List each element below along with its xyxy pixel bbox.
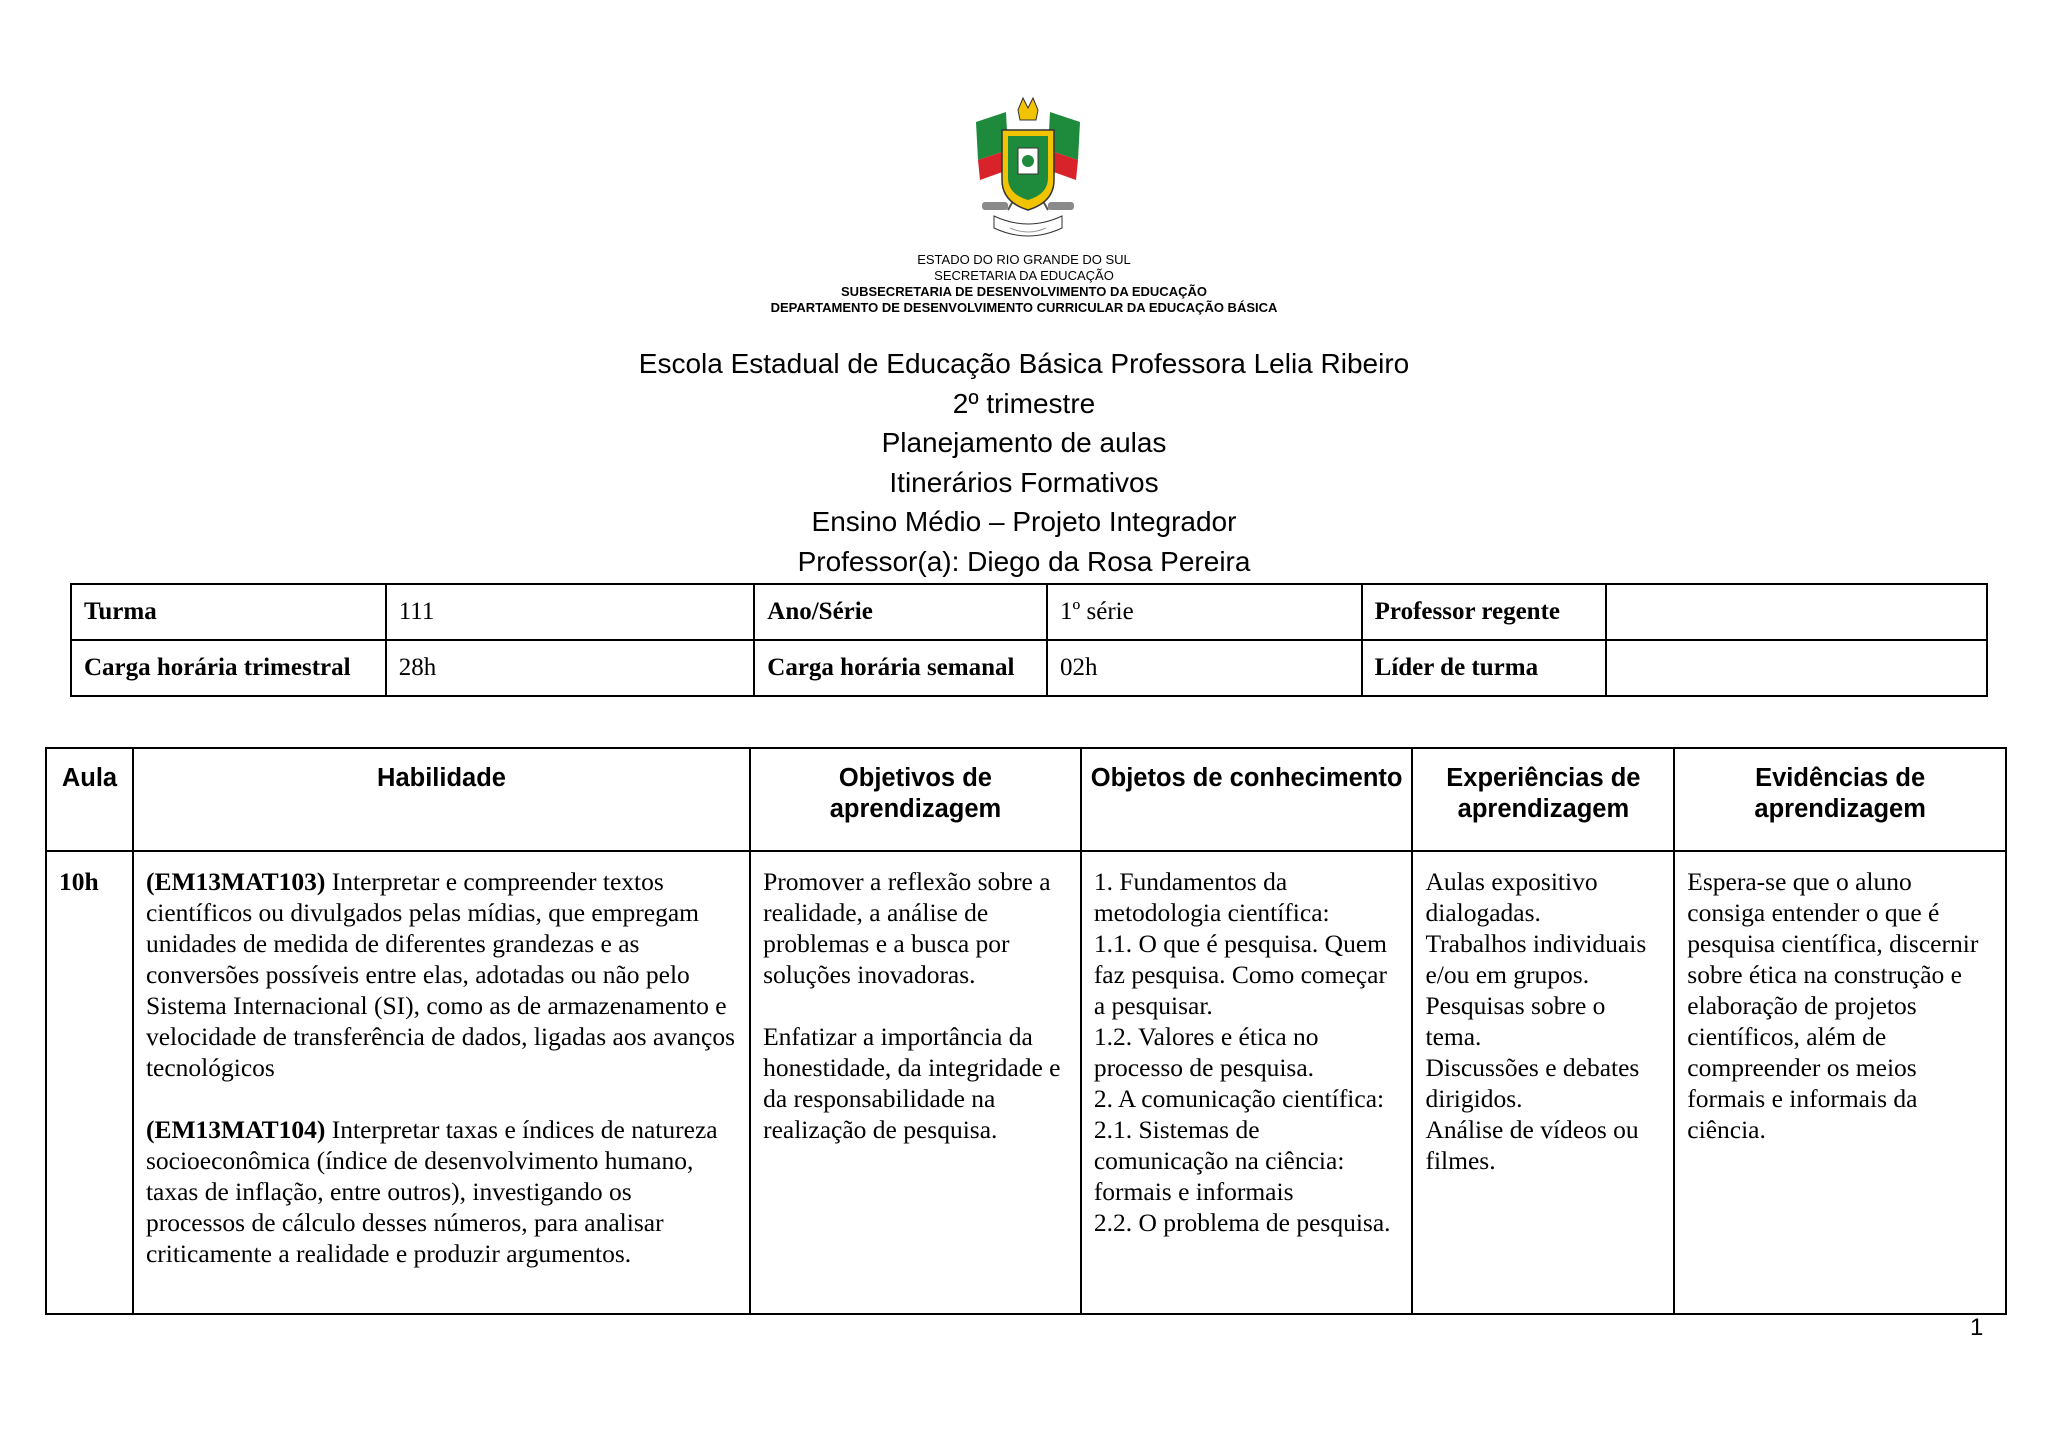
lider-turma-value (1606, 640, 1987, 696)
objective-paragraph: Promover a reflexão sobre a realidade, a análise de problemas e a busca por soluções inovadoras. (763, 867, 1051, 989)
agency-line-secretariat: SECRETARIA DA EDUCAÇÃO (934, 268, 1114, 283)
school-name: Escola Estadual de Educação Básica Professora Lelia Ribeiro (638, 348, 1410, 379)
agency-line-subsecretariat: SUBSECRETARIA DE DESENVOLVIMENTO DA EDUCAÇÃO (841, 284, 1207, 299)
skill-paragraph (146, 1114, 737, 1269)
habilidade-cell (133, 851, 750, 1314)
course: Ensino Médio – Projeto Integrador (811, 506, 1237, 537)
itinerary: Itinerários Formativos (889, 466, 1159, 498)
carga-trimestral-label: Carga horária trimestral (71, 640, 386, 696)
header-evidencias: Evidências de aprendizagem (1674, 748, 2006, 851)
agency-line-state: ESTADO DO RIO GRANDE DO SUL (917, 252, 1131, 267)
experiencias-cell (1412, 851, 1674, 1314)
agency-header (0, 252, 2048, 316)
table-header-row (46, 748, 2006, 851)
header-habilidade: Habilidade (133, 748, 750, 851)
experience-item: Pesquisas sobre o tema. (1425, 991, 1606, 1051)
page-number: 1 (1970, 1314, 1984, 1341)
skill-code: (EM13MAT103) (145, 867, 326, 896)
lesson-plan-table (45, 747, 2007, 1315)
table-row (71, 584, 1987, 640)
experience-item: Trabalhos individuais e/ou em grupos. (1425, 929, 1647, 989)
experience-item: Análise de vídeos ou filmes. (1425, 1115, 1639, 1175)
experience-item: Aulas expositivo dialogadas. (1425, 867, 1598, 927)
class-info-table (70, 583, 1988, 697)
content-item: 2.2. O problema de pesquisa. (1093, 1208, 1391, 1237)
content-item: 2. A comunicação científica: (1093, 1084, 1385, 1113)
teacher: Professor(a): Diego da Rosa Pereira (797, 545, 1251, 577)
experience-item: Discussões e debates dirigidos. (1425, 1053, 1640, 1113)
professor-regente-label: Professor regente (1362, 584, 1607, 640)
table-row (46, 851, 2006, 1314)
content-item: 1.1. O que é pesquisa. Quem faz pesquisa. Como começar a pesquisar. (1093, 929, 1388, 1020)
skill-text: Interpretar e compreender textos científicos ou divulgados pelas mídias, que empregam unidades de medida de diferentes grandezas e as conversões possíveis entre elas, adotadas ou não pelo Sistema Internacional (SI), como as de armazenamento e velocidade de transferência de dados, ligadas aos avanços tecnológicos (145, 867, 736, 1082)
skill-paragraph (146, 866, 737, 1083)
professor-regente-value (1606, 584, 1987, 640)
state-coat-of-arms-image (968, 90, 1088, 250)
carga-semanal-value: 02h (1047, 640, 1362, 696)
agency-line-department: DEPARTAMENTO DE DESENVOLVIMENTO CURRICULAR DA EDUCAÇÃO BÁSICA (770, 300, 1278, 315)
skill-text: Interpretar taxas e índices de natureza socioeconômica (índice de desenvolvimento humano, taxas de inflação, entre outros), investigando os processos de cálculo desses números, para analisar criticamente a realidade e produzir argumentos. (145, 1115, 718, 1268)
content-item: 1. Fundamentos da metodologia científica: (1093, 867, 1330, 927)
ano-serie-value: 1º série (1047, 584, 1362, 640)
carga-semanal-label: Carga horária semanal (754, 640, 1047, 696)
content-item: 2.1. Sistemas de comunicação na ciência: formais e informais (1093, 1115, 1345, 1206)
ano-serie-label: Ano/Série (754, 584, 1047, 640)
objective-paragraph: Enfatizar a importância da honestidade, da integridade e da responsabilidade na realização de pesquisa. (763, 1022, 1061, 1144)
lider-turma-label: Líder de turma (1362, 640, 1607, 696)
objetivos-cell (750, 851, 1081, 1314)
header-aula: Aula (46, 748, 133, 851)
header-objetos: Objetos de conhecimento (1081, 748, 1413, 851)
turma-label: Turma (71, 584, 386, 640)
header-experiencias: Experiências de aprendizagem (1412, 748, 1674, 851)
document-titles (0, 344, 2048, 581)
objetos-cell (1081, 851, 1413, 1314)
table-row (71, 640, 1987, 696)
skill-code: (EM13MAT104) (145, 1115, 326, 1144)
carga-trimestral-value: 28h (386, 640, 755, 696)
evidencias-cell: Espera-se que o aluno consiga entender o que é pesquisa científica, discernir sobre ética na construção e elaboração de projetos científicos, além de compreender os meios formais e informais da ciência. (1674, 851, 2006, 1314)
content-item: 1.2. Valores e ética no processo de pesquisa. (1093, 1022, 1319, 1082)
aula-cell: 10h (46, 851, 133, 1314)
header-objetivos: Objetivos de aprendizagem (750, 748, 1081, 851)
turma-value: 111 (386, 584, 755, 640)
plan-title: Planejamento de aulas (881, 427, 1167, 458)
trimester: 2º trimestre (952, 387, 1096, 419)
